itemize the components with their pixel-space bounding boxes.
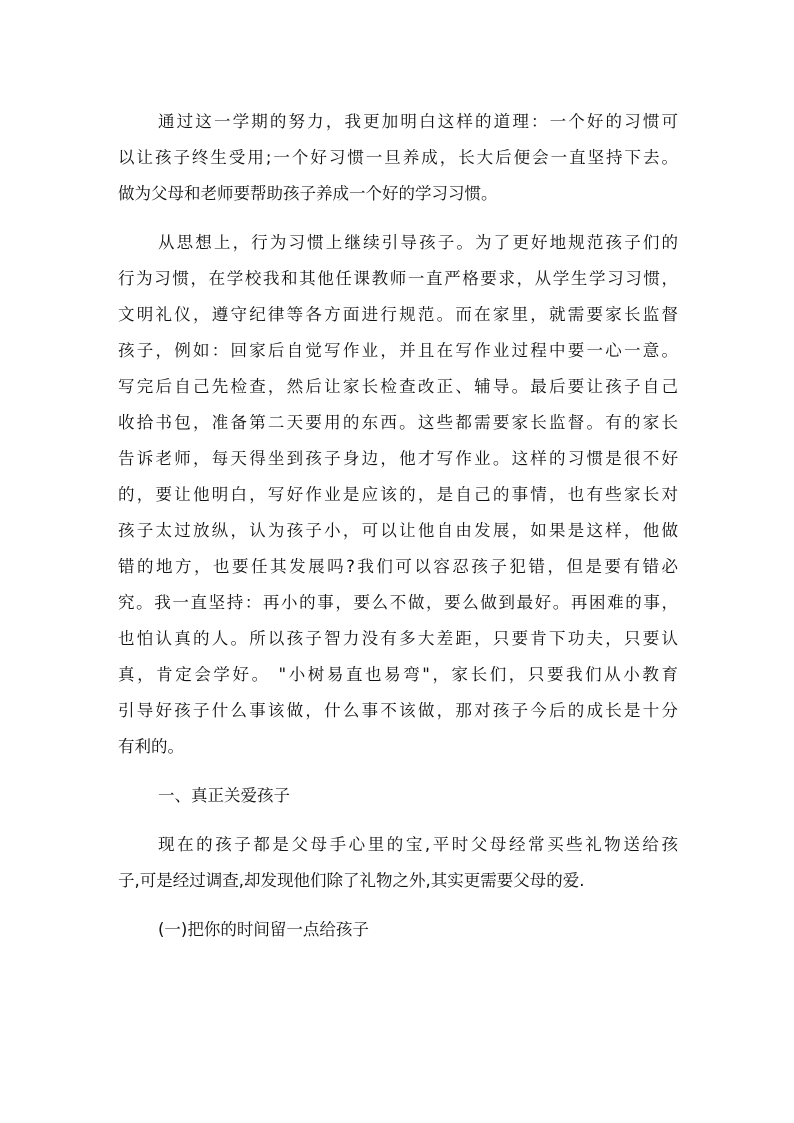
heading-text: 一、真正关爱孩子 <box>158 786 290 805</box>
text-line: 以让孩子终生受用;一个好习惯一旦养成，长大后便会一直坚持下去。 <box>118 148 678 167</box>
text-line: 子,可是经过调查,却发现他们除了礼物之外,其实更需要父母的爱. <box>118 871 585 890</box>
text-line: 孩子，例如：回家后自觉写作业，并且在写作业过程中要一心一意。 <box>118 341 678 360</box>
heading-text: (一)把你的时间留一点给孩子 <box>158 920 369 939</box>
text-line: 的，要让他明白，写好作业是应该的，是自己的事情，也有些家长对 <box>118 485 678 504</box>
text-line: 写完后自己先检查，然后让家长检查改正、辅导。最后要让孩子自己 <box>118 377 678 396</box>
text-line: 文明礼仪，遵守纪律等各方面进行规范。而在家里，就需要家长监督 <box>118 305 678 324</box>
text-line: 错的地方，也要任其发展吗?我们可以容忍孩子犯错，但是要有错必 <box>118 557 678 576</box>
text-line: 究。我一直坚持：再小的事，要么不做，要么做到最好。再困难的事， <box>118 593 678 612</box>
text-line: 从思想上，行为习惯上继续引导孩子。为了更好地规范孩子们的 <box>158 233 678 252</box>
text-line: 告诉老师，每天得坐到孩子身边，他才写作业。这样的习惯是很不好 <box>118 449 678 468</box>
text-line: 孩子太过放纵，认为孩子小，可以让他自由发展，如果是这样，他做 <box>118 521 678 540</box>
text-line: 有利的。 <box>118 737 184 756</box>
text-line: 现在的孩子都是父母手心里的宝,平时父母经常买些礼物送给孩 <box>158 835 678 854</box>
text-line: 也怕认真的人。所以孩子智力没有多大差距，只要肯下功夫，只要认 <box>118 629 678 648</box>
text-line: 引导好孩子什么事该做，什么事不该做，那对孩子今后的成长是十分 <box>118 701 678 720</box>
text-line: 通过这一学期的努力，我更加明白这样的道理：一个好的习惯可 <box>158 112 678 131</box>
text-line: 行为习惯，在学校我和其他任课教师一直严格要求，从学生学习习惯， <box>118 269 678 288</box>
text-line: 真，肯定会学好。 "小树易直也易弯"，家长们，只要我们从小教育 <box>118 665 678 684</box>
text-line: 收拾书包，准备第二天要用的东西。这些都需要家长监督。有的家长 <box>118 413 678 432</box>
text-line: 做为父母和老师要帮助孩子养成一个好的学习习惯。 <box>118 184 498 203</box>
